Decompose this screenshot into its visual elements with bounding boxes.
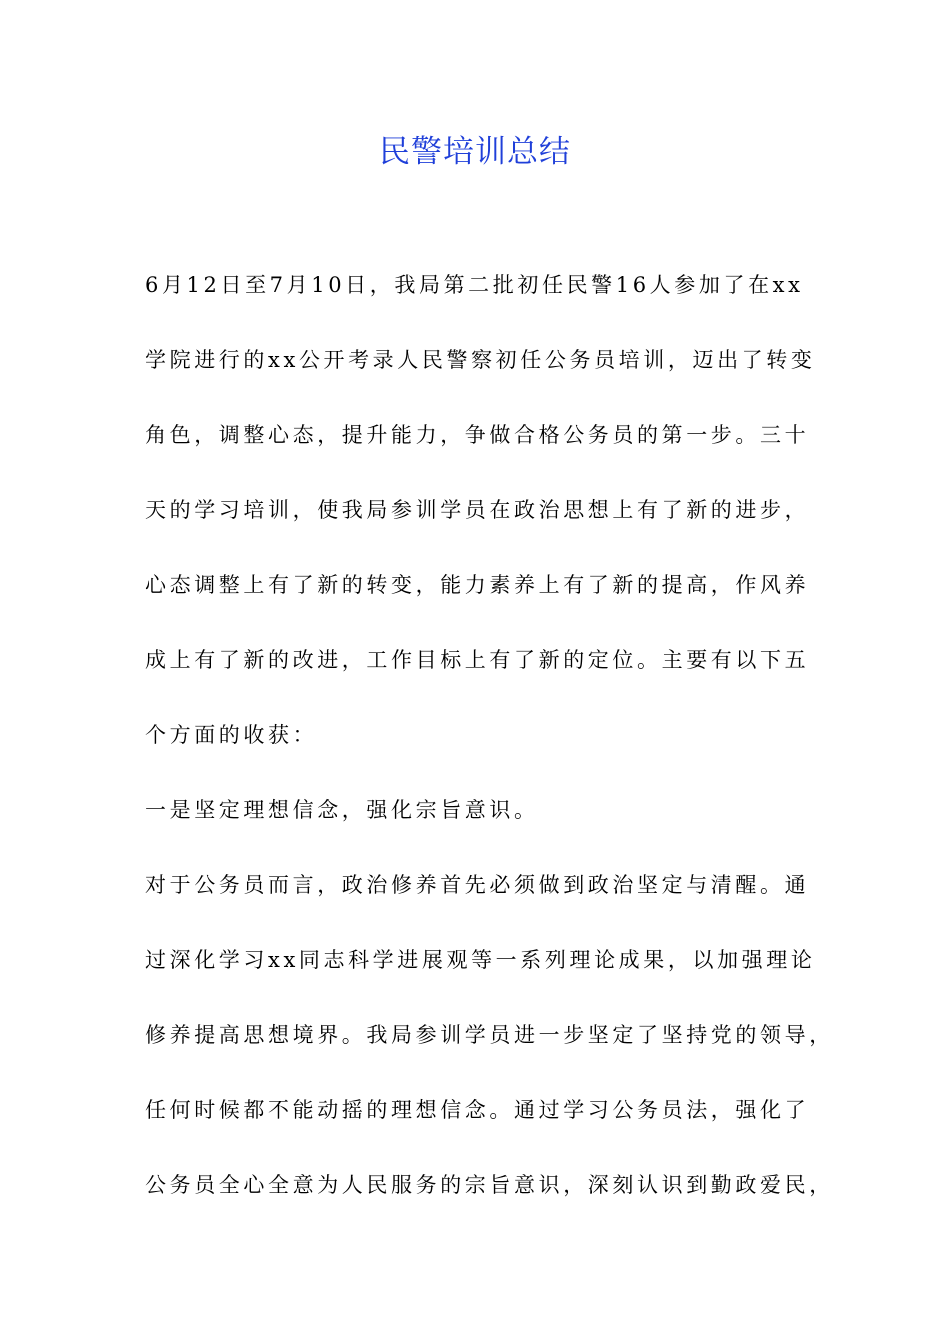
body-line-13: 公务员全心全意为人民服务的宗旨意识，深刻认识到勤政爱民， (145, 1173, 834, 1197)
section-heading-1: 一是坚定理想信念，强化宗旨意识。 (145, 798, 539, 822)
body-line-4: 天的学习培训，使我局参训学员在政治思想上有了新的进步， (145, 498, 810, 522)
body-line-12: 任何时候都不能动摇的理想信念。通过学习公务员法，强化了 (145, 1098, 810, 1122)
body-line-5: 心态调整上有了新的转变，能力素养上有了新的提高，作风养 (145, 573, 810, 597)
body-line-2: 学院进行的xx公开考录人民警察初任公务员培训，迈出了转变 (145, 348, 816, 372)
body-line-10: 过深化学习xx同志科学进展观等一系列理论成果，以加强理论 (145, 948, 816, 972)
body-line-1: 6月12日至7月10日，我局第二批初任民警16人参加了在xx (145, 273, 804, 297)
body-line-3: 角色，调整心态，提升能力，争做合格公务员的第一步。三十 (145, 423, 810, 447)
body-line-9: 对于公务员而言，政治修养首先必须做到政治坚定与清醒。通 (145, 873, 810, 897)
document-title: 民警培训总结 (379, 134, 571, 170)
body-line-11: 修养提高思想境界。我局参训学员进一步坚定了坚持党的领导， (145, 1023, 834, 1047)
body-line-6: 成上有了新的改进，工作目标上有了新的定位。主要有以下五 (145, 648, 810, 672)
body-line-7: 个方面的收获： (145, 723, 318, 747)
